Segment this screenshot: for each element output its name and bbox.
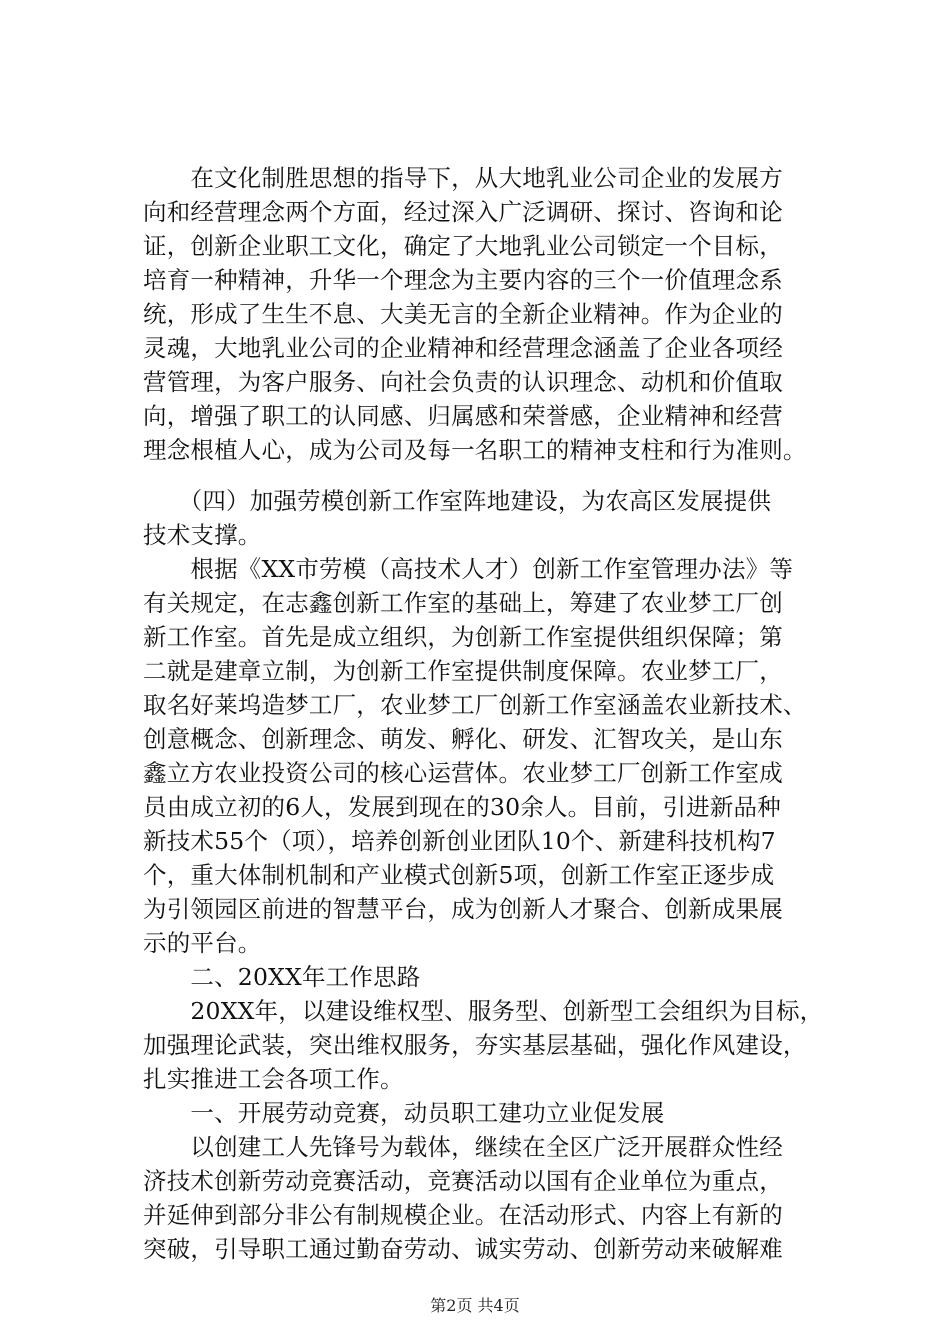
text-line: 在文化制胜思想的指导下，从大地乳业公司企业的发展方 [143, 164, 783, 192]
text-line: 统，形成了生生不息、大美无言的全新企业精神。作为企业的 [143, 300, 783, 328]
section-heading-line: 二、20XX年工作思路 [143, 963, 421, 991]
text-line: 个，重大体制机制和产业模式创新5项，创新工作室正逐步成 [143, 861, 775, 889]
text-line: 鑫立方农业投资公司的核心运营体。农业梦工厂创新工作室成 [143, 759, 783, 787]
text-line: 突破，引导职工通过勤奋劳动、诚实劳动、创新劳动来破解难 [143, 1235, 783, 1263]
text-line: 并延伸到部分非公有制规模企业。在活动形式、内容上有新的 [143, 1201, 783, 1229]
text-line: 新技术55个（项），培养创新创业团队10个、新建科技机构7 [143, 827, 776, 855]
text-line: 灵魂，大地乳业公司的企业精神和经营理念涵盖了企业各项经 [143, 334, 783, 362]
section-heading-line: 技术支撑。 [143, 521, 262, 549]
text-line: 济技术创新劳动竞赛活动，竞赛活动以国有企业单位为重点， [143, 1167, 783, 1195]
text-line: 以创建工人先锋号为载体，继续在全区广泛开展群众性经 [143, 1133, 783, 1161]
text-line: 新工作室。首先是成立组织，为创新工作室提供组织保障；第 [143, 623, 783, 651]
text-line: 理念根植人心，成为公司及每一名职工的精神支柱和行为准则。 [143, 436, 807, 464]
page-footer: 第2页 共4页 [430, 1296, 520, 1315]
text-line: 营管理，为客户服务、向社会负责的认识理念、动机和价值取 [143, 368, 783, 396]
text-line: 取名好莱坞造梦工厂，农业梦工厂创新工作室涵盖农业新技术、 [143, 691, 807, 719]
text-line: 有关规定，在志鑫创新工作室的基础上，筹建了农业梦工厂创 [143, 589, 783, 617]
text-line: 员由成立初的6人，发展到现在的30余人。目前，引进新品种 [143, 793, 781, 821]
text-line: 20XX年，以建设维权型、服务型、创新型工会组织为目标， [143, 997, 824, 1025]
text-line: 培育一种精神，升华一个理念为主要内容的三个一价值理念系 [143, 266, 783, 294]
text-line: 创意概念、创新理念、萌发、孵化、研发、汇智攻关，是山东 [143, 725, 783, 753]
text-line: 示的平台。 [143, 929, 262, 957]
text-line: 加强理论武装，突出维权服务，夯实基层基础，强化作风建设， [143, 1031, 807, 1059]
text-line: 扎实推进工会各项工作。 [143, 1065, 404, 1093]
text-line: 为引领园区前进的智慧平台，成为创新人才聚合、创新成果展 [143, 895, 783, 923]
text-line: 二就是建章立制，为创新工作室提供制度保障。农业梦工厂， [143, 657, 783, 685]
text-line: 向和经营理念两个方面，经过深入广泛调研、探讨、咨询和论 [143, 198, 783, 226]
text-line: 向，增强了职工的认同感、归属感和荣誉感，企业精神和经营 [143, 402, 783, 430]
section-heading-line: （四）加强劳模创新工作室阵地建设，为农高区发展提供 [143, 487, 772, 515]
text-line: 证，创新企业职工文化，确定了大地乳业公司锁定一个目标， [143, 232, 783, 260]
text-line: 根据《XX市劳模（高技术人才）创新工作室管理办法》等 [143, 555, 794, 583]
section-heading-line: 一、开展劳动竞赛，动员职工建功立业促发展 [143, 1099, 665, 1127]
